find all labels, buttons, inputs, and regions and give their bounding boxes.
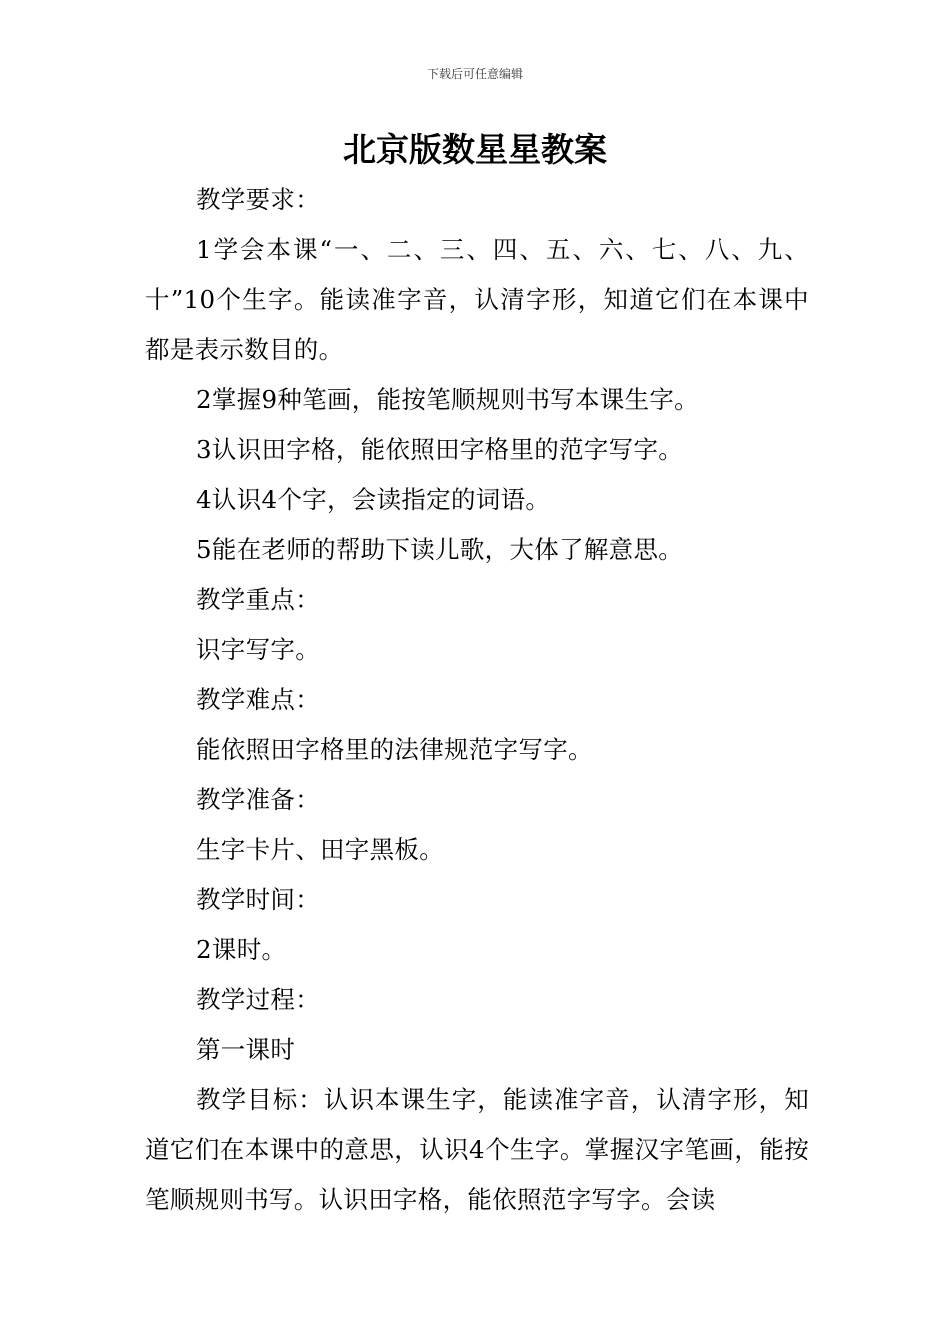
paragraph-difficulties-heading: 教学难点： <box>196 685 320 714</box>
paragraph-time: 2课时。 <box>196 935 287 964</box>
paragraph-requirement-1: 1学会本课“一、二、三、四、五、六、七、八、九、十”10个生字。能读准字音，认清字形，知道它们在本课中都是表示数目的。 <box>145 235 809 364</box>
document-body <box>145 175 809 1225</box>
paragraph-time-heading: 教学时间： <box>196 885 320 914</box>
paragraph-objectives: 教学目标：认识本课生字，能读准字音，认清字形，知道它们在本课中的意思，认识4个生字。掌握汉字笔画，能按笔顺规则书写。认识田字格，能依照范字写字。会读 <box>145 1085 809 1214</box>
paragraph-process-heading: 教学过程： <box>196 985 320 1014</box>
paragraph-requirement-2: 2掌握9种笔画，能按笔顺规则书写本课生字。 <box>196 385 699 414</box>
paragraph-key-points: 识字写字。 <box>196 635 320 664</box>
paragraph-requirement-5: 5能在老师的帮助下读儿歌，大体了解意思。 <box>196 535 684 564</box>
paragraph-requirements-heading: 教学要求： <box>196 185 320 214</box>
paragraph-preparation-heading: 教学准备： <box>196 785 320 814</box>
paragraph-first-lesson: 第一课时 <box>196 1035 296 1064</box>
paragraph-requirement-4: 4认识4个字，会读指定的词语。 <box>196 485 551 514</box>
document-title: 北京版数星星教案 <box>343 130 607 169</box>
paragraph-preparation: 生字卡片、田字黑板。 <box>196 835 444 864</box>
paragraph-requirement-3: 3认识田字格，能依照田字格里的范字写字。 <box>196 435 684 464</box>
page-header-note: 下载后可任意编辑 <box>426 67 523 81</box>
paragraph-key-points-heading: 教学重点： <box>196 585 320 614</box>
paragraph-difficulties: 能依照田字格里的法律规范字写字。 <box>196 735 593 764</box>
